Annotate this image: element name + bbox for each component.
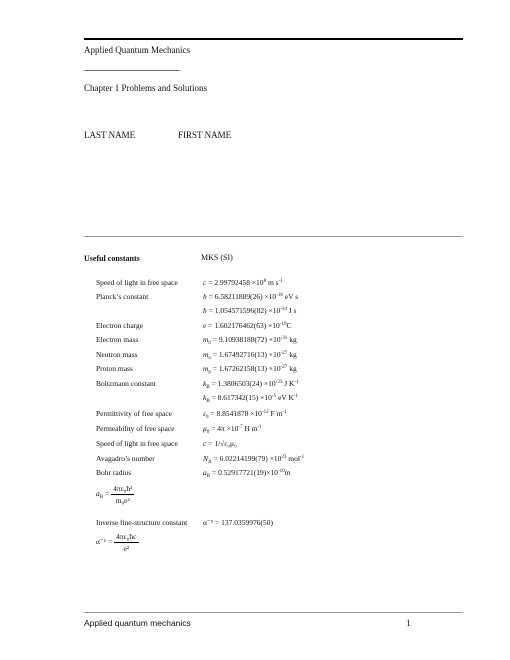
constant-value: $h = 6.58211889(26) \times 10^{-16}$ eV s xyxy=(203,292,299,301)
constant-symbol-sub: B xyxy=(206,385,210,390)
constant-number: 4π ×10 xyxy=(217,424,239,433)
constant-value: $N_A = 6.02214199(79) \times 10^{23}$ mol$^{-1}$ xyxy=(203,454,305,465)
footer-rule xyxy=(84,612,463,613)
constant-number: 1/√ε₀μ₀ xyxy=(214,439,237,448)
constant-value: $e = 1.602176462(63) \times 10^{-19}C$ xyxy=(203,321,292,330)
constant-unit: eV s xyxy=(282,292,299,301)
constant-label: Neutron mass xyxy=(96,350,138,359)
constant-unit: m xyxy=(284,468,291,477)
alpha-formula-numerator: 4πε₀ħc xyxy=(116,532,137,541)
constants-title: Useful constants xyxy=(84,254,140,263)
constant-exponent: -23 xyxy=(275,380,283,385)
constant-number: 2.99792458 ×10 xyxy=(214,278,264,287)
constant-symbol-sub: 0 xyxy=(205,415,209,420)
constant-unit-exponent: -1 xyxy=(278,279,283,284)
constant-value: ħ = $1.054571596(82) \times 10^{-34}$ J s xyxy=(203,306,297,315)
constant-label: Permittivity of free space xyxy=(96,409,173,418)
constant-symbol: N xyxy=(203,454,209,463)
constant-number: 8.617342(15) ×10 xyxy=(217,393,272,402)
constant-exponent: -34 xyxy=(280,307,287,312)
constant-exponent: -16 xyxy=(276,293,283,298)
constant-exponent: -27 xyxy=(280,365,288,370)
top-rule xyxy=(84,38,463,40)
last-name-label: LAST NAME xyxy=(84,130,136,140)
constant-number: 1.67492716(13) ×10 xyxy=(218,350,281,359)
page-number: 1 xyxy=(406,618,411,628)
constant-exponent: 8 xyxy=(263,279,267,284)
constant-exponent: -7 xyxy=(238,425,243,430)
chapter-title: Chapter 1 Problems and Solutions xyxy=(84,83,207,93)
constant-label: Speed of light in free space xyxy=(96,439,178,448)
constant-symbol: ħ xyxy=(203,306,207,315)
section-divider xyxy=(84,236,463,237)
constant-symbol: m xyxy=(203,350,209,359)
bohr-formula-lhs: a xyxy=(96,489,100,499)
first-name-label: FIRST NAME xyxy=(178,130,232,140)
constant-symbol: c xyxy=(203,278,207,287)
constant-symbol-sub: A xyxy=(208,460,212,465)
constant-value: $m_p = 1.67262158(13) \times 10^{-27}$ kg xyxy=(203,364,297,375)
constant-label: Electron charge xyxy=(96,321,144,330)
constant-label: Speed of light in free space xyxy=(96,278,178,287)
bohr-formula-numerator: 4πε₀ħ² xyxy=(113,484,133,493)
constant-exponent: -19 xyxy=(279,322,287,327)
short-divider xyxy=(84,70,180,71)
constant-value: $c = 2.99792458 \times 10^8$ m $s^{-1}$ xyxy=(203,278,283,287)
constant-unit: eV K xyxy=(276,393,294,402)
constant-unit-exponent: -1 xyxy=(282,410,287,415)
bohr-formula-lhs-sub: B xyxy=(99,495,104,501)
constant-value: c = 1/√ε₀μ₀ xyxy=(203,439,237,448)
constant-unit: mol xyxy=(286,454,300,463)
constant-label: Boltzmann constant xyxy=(96,379,156,388)
constant-symbol: μ xyxy=(203,424,207,433)
constant-number: 1.602176462(63) ×10 xyxy=(214,321,280,330)
constant-symbol: m xyxy=(203,364,209,373)
constant-symbol: e xyxy=(203,321,207,330)
constant-unit-exponent: -1 xyxy=(299,455,305,460)
constant-exponent: -31 xyxy=(280,336,288,341)
constant-symbol-sub: B xyxy=(206,474,211,479)
alpha-formula-fraction xyxy=(114,532,138,553)
bohr-radius-formula: $a_B$ = $\frac{\text{4πε₀ħ²}}{\text{m₀e²}}$ xyxy=(96,484,133,505)
constant-exponent: 23 xyxy=(281,455,287,460)
constant-exponent: -5 xyxy=(271,394,277,399)
constant-symbol: k xyxy=(203,393,207,402)
alpha-formula-lhs: α⁻¹ = xyxy=(96,537,113,547)
constant-symbol-sub: p xyxy=(208,370,211,375)
constant-symbol-sub: 0 xyxy=(206,430,210,435)
constant-unit: H m xyxy=(242,424,258,433)
constant-label: Electron mass xyxy=(96,335,139,344)
units-title: MKS (SI) xyxy=(201,253,233,262)
constant-value: $k_B = 1.3806503(24) \times 10^{-23}$ J $K^{-1}$ xyxy=(203,379,299,390)
constant-number: 9.10938188(72) ×10 xyxy=(218,335,281,344)
constant-symbol: m xyxy=(203,335,209,344)
constant-label: Proton mass xyxy=(96,364,133,373)
alpha-formula xyxy=(96,532,139,553)
constant-label: Avagadro’s number xyxy=(96,454,155,463)
constant-unit: kg xyxy=(287,335,297,344)
constant-number: 0.52917721(19)×10 xyxy=(218,468,278,477)
constant-symbol: h xyxy=(203,292,207,301)
constant-value: $m_n = 1.67492716(13) \times 10^{-27}$ kg xyxy=(203,350,297,361)
constant-exponent: -10 xyxy=(277,469,285,474)
fine-structure-value: α⁻¹ = 137.0359976(50) xyxy=(203,518,273,527)
constant-unit: m s xyxy=(266,278,279,287)
constant-label: Permeability of free space xyxy=(96,424,175,433)
constant-unit: C xyxy=(286,321,292,330)
constant-unit: kg xyxy=(287,364,297,373)
constant-unit: J K xyxy=(282,379,295,388)
constant-symbol-sub: B xyxy=(206,399,210,404)
constant-number: 6.58211889(26) ×10 xyxy=(214,292,277,301)
constant-symbol-sub: n xyxy=(208,356,211,361)
constant-number: 8.8541878 ×10 xyxy=(216,409,262,418)
constant-exponent: -27 xyxy=(280,351,288,356)
constant-symbol: ε xyxy=(203,409,206,418)
constant-unit: J s xyxy=(286,306,297,315)
constant-number: 1.3806503(24) ×10 xyxy=(217,379,276,388)
constant-value: $\varepsilon_0 = 8.8541878 \times 10^{-12}$ F $m^{-1}$ xyxy=(203,409,287,420)
constant-label: Bohr radius xyxy=(96,468,132,477)
constant-number: 1.67262158(13) ×10 xyxy=(218,364,281,373)
book-title: Applied Quantum Mechanics xyxy=(84,45,190,55)
constant-unit: F m xyxy=(268,409,283,418)
bohr-formula-denominator: m₀e² xyxy=(115,496,130,505)
footer-title: Applied quantum mechanics xyxy=(84,618,191,628)
constant-value: $m_0 = 9.10938188(72) \times 10^{-31}$ kg xyxy=(203,335,297,346)
alpha-formula-denominator: e² xyxy=(123,544,130,553)
constant-value: $\mu_0 = 4\pi \times 10^{-7}$ H $m^{-1}$ xyxy=(203,424,262,435)
constant-unit-exponent: -1 xyxy=(257,425,262,430)
constant-number: 1.054571596(82) ×10 xyxy=(214,306,281,315)
constant-value: $a_B = 0.52917721(19)\times 10^{-10}m$ xyxy=(203,468,291,479)
constant-unit-exponent: -1 xyxy=(293,394,299,399)
constant-exponent: -12 xyxy=(261,410,269,415)
constant-value: $k_B = 8.617342(15) \times 10^{-5}$ eV $K^{-1}$ xyxy=(203,393,299,404)
constant-symbol-sub: 0 xyxy=(208,341,211,346)
bohr-formula-fraction xyxy=(111,484,134,505)
constant-symbol: a xyxy=(203,468,207,477)
constant-symbol: c xyxy=(203,439,207,448)
constant-unit-exponent: -1 xyxy=(294,380,299,385)
constant-number: 6.02214199(79) ×10 xyxy=(219,454,282,463)
constant-symbol: k xyxy=(203,379,207,388)
fine-structure-label: Inverse fine-structure constant xyxy=(96,518,188,527)
constant-label: Planck’s constant xyxy=(96,292,149,301)
constant-unit: kg xyxy=(287,350,297,359)
